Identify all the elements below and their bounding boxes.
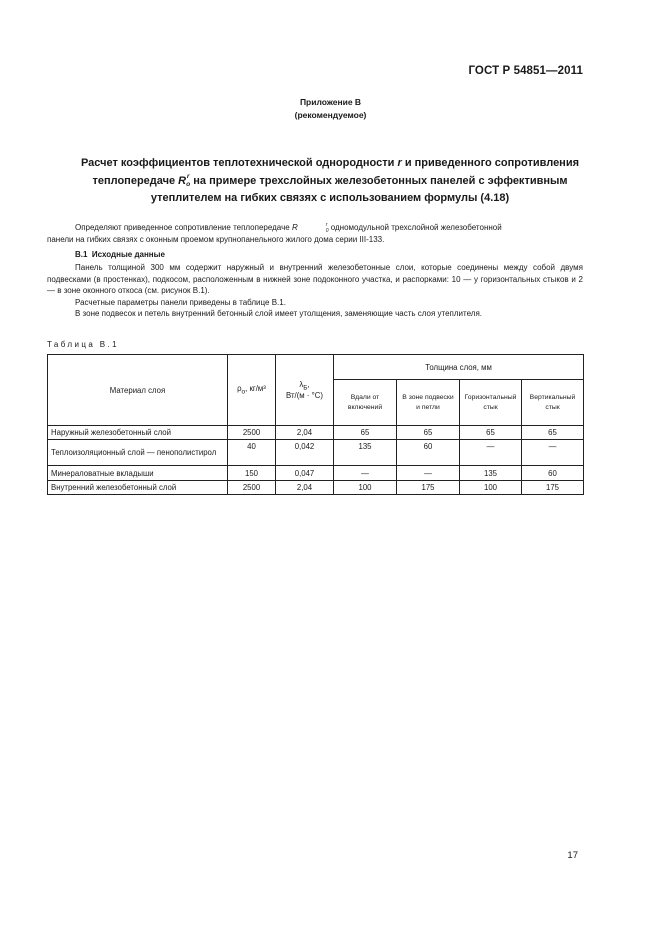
appendix-heading bbox=[0, 96, 661, 122]
paragraph-3: В зоне подвесок и петель внутренний бетонный слой имеет утолщения, заменяющие часть слоя утеплителя. bbox=[75, 309, 482, 319]
table-caption: Таблица В.1 bbox=[47, 340, 119, 349]
header-thickness: Толщина слоя, мм bbox=[334, 355, 584, 380]
appendix-label: Приложение В bbox=[299, 97, 362, 107]
table-row: Минераловатные вкладыши 150 0,047 — — 135 60 bbox=[48, 466, 584, 481]
section-heading: В.1 Исходные данные bbox=[75, 250, 165, 259]
title-line-1: Расчет коэффициентов теплотехнической однородности r и приведенного сопротивления bbox=[80, 157, 580, 169]
appendix-note: (рекомендуемое) bbox=[294, 110, 367, 120]
header-sub-1: Вдали от включений bbox=[334, 380, 397, 426]
R0-symbol: R r 0 bbox=[291, 222, 329, 234]
header-material: Материал слоя bbox=[48, 355, 228, 426]
title-line-3: утеплителем на гибких связях с использованием формулы (4.18) bbox=[150, 192, 510, 204]
page-number: 17 bbox=[567, 850, 578, 861]
header-density: $\rho_о$, кг/м³ bbox=[228, 355, 276, 426]
table-row: Наружный железобетонный слой 2500 2,04 65 65 65 65 bbox=[48, 426, 584, 440]
header-conductivity: $\lambda_Б$, Вт/(м · °С) bbox=[276, 355, 334, 426]
r-symbol: r bbox=[397, 157, 402, 169]
header-sub-4: Вертикальный стык bbox=[522, 380, 584, 426]
header-sub-2: В зоне подвески и петли bbox=[397, 380, 460, 426]
header-sub-3: Горизонтальный стык bbox=[460, 380, 522, 426]
title-line-2: теплопередаче R r o на примере трехслойных железобетонных панелей с эффективным bbox=[92, 172, 568, 188]
source-data-paragraphs bbox=[47, 262, 583, 320]
table-row: Теплоизоляционный слой — пенополистирол 40 0,042 135 60 — — bbox=[48, 440, 584, 466]
paragraph-2: Расчетные параметры панели приведены в таблице В.1. bbox=[75, 297, 286, 307]
R-symbol: R r o bbox=[178, 172, 191, 188]
paragraph-1: Панель толщиной 300 мм содержит наружный и внутренний железобетонные слои, которые соединены между собой двумя подвесками (в простенках), подкосом, расположенным в нижней зоне подоконного участка, и распорками: 10 — у горизонтальных стыков и 2 — в зоне оконного откоса (см. рисунок В.1). bbox=[47, 263, 583, 296]
layers-table bbox=[47, 354, 584, 495]
standard-number: ГОСТ Р 54851—2011 bbox=[468, 65, 583, 77]
intro-paragraph: Определяют приведенное сопротивление теплопередаче R r 0 одномодульной трехслойной железобетонной панели на гибких связях с оконным проемом крупнопанельного жилого дома серии III-133. bbox=[47, 222, 502, 244]
appendix-title bbox=[45, 155, 615, 208]
table-row: Внутренний железобетонный слой 2500 2,04 100 175 100 175 bbox=[48, 481, 584, 495]
